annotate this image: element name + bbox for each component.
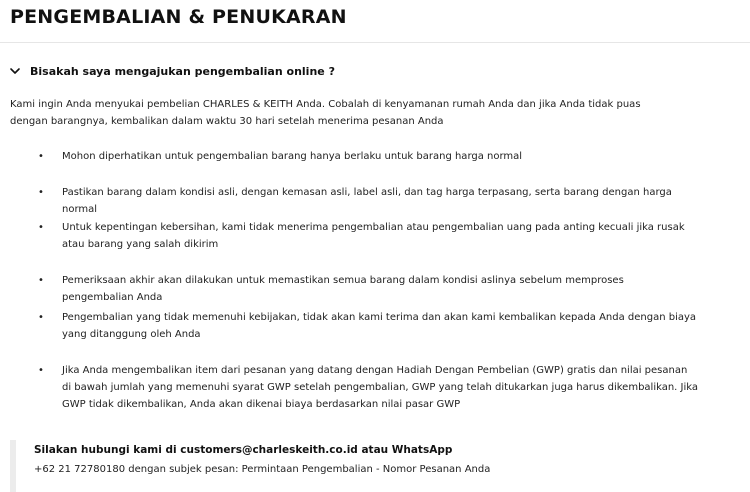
list-item <box>38 184 698 218</box>
list-item-text: Pastikan barang dalam kondisi asli, dengan kemasan asli, label asli, dan tag harga terpasang, serta barang dengan harga normal <box>62 187 672 215</box>
contact-box <box>10 440 750 492</box>
bullet-icon: • <box>38 365 44 376</box>
faq-question-text: Bisakah saya mengajukan pengembalian online ? <box>30 64 335 78</box>
page-title: PENGEMBALIAN & PENUKARAN <box>10 6 347 28</box>
list-item-text: Untuk kepentingan kebersihan, kami tidak menerima pengembalian atau pengembalian uang pada anting kecuali jika rusak atau barang yang salah dikirim <box>62 222 685 250</box>
bullet-icon: • <box>38 312 44 323</box>
faq-intro-text: Kami ingin Anda menyukai pembelian CHARLES & KEITH Anda. Cobalah di kenyamanan rumah Anda dan jika Anda tidak puas dengan barangnya, kembalikan dalam waktu 30 hari setelah menerima pesanan Anda <box>10 99 641 127</box>
list-item <box>38 309 698 343</box>
chevron-down-icon <box>8 64 22 78</box>
contact-title[interactable]: Silakan hubungi kami di customers@charleskeith.co.id atau WhatsApp <box>34 444 453 456</box>
list-item-text: Jika Anda mengembalikan item dari pesanan yang datang dengan Hadiah Dengan Pembelian (GWP) gratis dan nilai pesanan di bawah jumlah yang memenuhi syarat GWP setelah pengembalian, GWP yang telah ditukarkan juga harus dikembalikan. Jika GWP tidak dikembalikan, Anda akan dikenai biaya berdasarkan nilai pasar GWP <box>62 365 699 410</box>
contact-details: +62 21 72780180 dengan subjek pesan: Permintaan Pengembalian - Nomor Pesanan Anda <box>34 464 491 475</box>
bullet-icon: • <box>38 187 44 198</box>
list-item-text: Mohon diperhatikan untuk pengembalian barang hanya berlaku untuk barang harga normal <box>62 151 523 162</box>
faq-question-toggle[interactable] <box>8 64 335 78</box>
list-item <box>38 272 698 306</box>
list-item-text: Pengembalian yang tidak memenuhi kebijakan, tidak akan kami terima dan akan kami kembalikan kepada Anda dengan biaya yang ditanggung oleh Anda <box>62 312 697 340</box>
title-divider <box>0 42 750 43</box>
list-item <box>38 219 698 253</box>
list-item-text: Pemeriksaan akhir akan dilakukan untuk memastikan semua barang dalam kondisi aslinya sebelum memproses pengembalian Anda <box>62 275 624 303</box>
list-item <box>38 148 698 165</box>
bullet-icon: • <box>38 151 44 162</box>
bullet-icon: • <box>38 222 44 233</box>
bullet-icon: • <box>38 275 44 286</box>
list-item <box>38 362 698 413</box>
